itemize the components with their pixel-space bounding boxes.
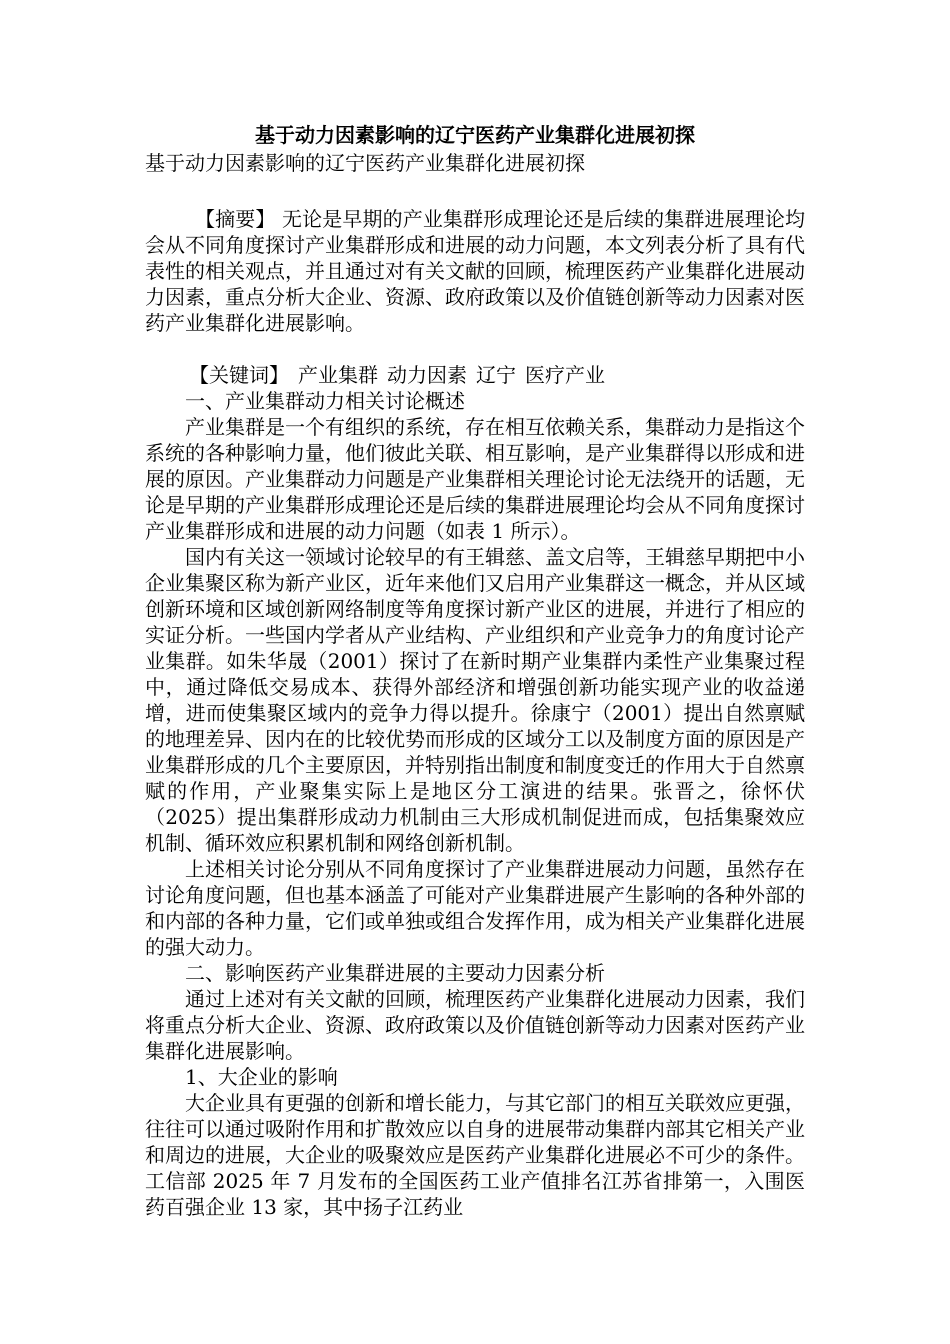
keywords-line [145, 362, 805, 388]
document-page [145, 120, 805, 1220]
section-heading-1: 一、产业集群动力相关讨论概述 [185, 389, 465, 413]
keyword: 辽宁 [476, 363, 516, 387]
body-paragraph: 通过上述对有关文献的回顾，梳理医药产业集群化进展动力因素，我们将重点分析大企业、资源、政府政策以及价值链创新等动力因素对医药产业集群化进展影响。 [145, 987, 805, 1063]
section-heading-2: 二、影响医药产业集群进展的主要动力因素分析 [185, 961, 605, 985]
body-paragraph: 产业集群是一个有组织的系统，存在相互依赖关系，集群动力是指这个系统的各种影响力量，他们彼此关联、相互影响，是产业集群得以形成和进展的原因。产业集群动力问题是产业集群相关理论讨论无法绕开的话题，无论是早期的产业集群形成理论还是后续的集群进展理论均会从不同角度探讨产业集群形成和进展的动力问题（如表 1 所示）。 [145, 415, 805, 543]
subsection-heading-large-enterprise: 1、大企业的影响 [185, 1065, 338, 1089]
keywords-label: 【关键词】 [189, 363, 289, 387]
keyword: 医疗产业 [525, 363, 605, 387]
keyword: 产业集群 [298, 363, 378, 387]
document-title: 基于动力因素影响的辽宁医药产业集群化进展初探 [255, 123, 695, 147]
body-paragraph: 大企业具有更强的创新和增长能力，与其它部门的相互关联效应更强，往往可以通过吸附作用和扩散效应以自身的进展带动集群内部其它相关产业和周边的进展，大企业的吸聚效应是医药产业集群化进展必不可少的条件。工信部 2025 年 7 月发布的全国医药工业产值排名江苏省排第一，入围医药百强企业 13 家，其中扬子江药业 [145, 1091, 805, 1219]
body-paragraph: 上述相关讨论分别从不同角度探讨了产业集群进展动力问题，虽然存在讨论角度问题，但也基本涵盖了可能对产业集群进展产生影响的各种外部的和内部的各种力量，它们或单独或组合发挥作用，成为相关产业集群化进展的强大动力。 [145, 857, 805, 959]
abstract-paragraph: 【摘要】 无论是早期的产业集群形成理论还是后续的集群进展理论均会从不同角度探讨产业集群形成和进展的动力问题，本文列表分析了具有代表性的相关观点，并且通过对有关文献的回顾，梳理医药产业集群化进展动力因素，重点分析大企业、资源、政府政策以及价值链创新等动力因素对医药产业集群化进展影响。 [145, 207, 805, 335]
body-paragraph: 国内有关这一领域讨论较早的有王辑慈、盖文启等，王辑慈早期把中小企业集聚区称为新产业区，近年来他们又启用产业集群这一概念，并从区域创新环境和区域创新网络制度等角度探讨新产业区的进展，并进行了相应的实证分析。一些国内学者从产业结构、产业组织和产业竞争力的角度讨论产业集群。如朱华晟（2001）探讨了在新时期产业集群内柔性产业集聚过程中，通过降低交易成本、获得外部经济和增强创新功能实现产业的收益递增，进而使集聚区域内的竞争力得以提升。徐康宁（2001）提出自然禀赋的地理差异、因内在的比较优势而形成的区域分工以及制度方面的原因是产业集群形成的几个主要原因，并特别指出制度和制度变迁的作用大于自然禀赋的作用，产业聚集实际上是地区分工演进的结果。张晋之，徐怀伏（2025）提出集群形成动力机制由三大形成机制促进而成，包括集聚效应机制、循环效应积累机制和网络创新机制。 [145, 545, 805, 855]
document-subtitle: 基于动力因素影响的辽宁医药产业集群化进展初探 [145, 151, 585, 175]
keyword: 动力因素 [387, 363, 467, 387]
